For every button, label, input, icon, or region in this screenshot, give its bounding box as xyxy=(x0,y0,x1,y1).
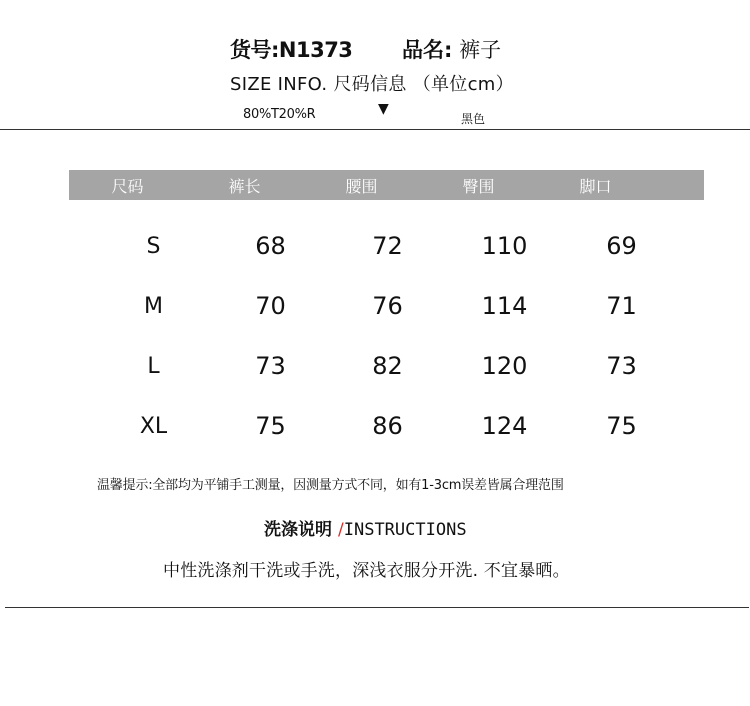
header-cell: 臀围 xyxy=(462,176,495,196)
color-label: 黑色 xyxy=(461,112,486,126)
value-cell: 124 xyxy=(481,412,528,440)
header-cell: 尺码 xyxy=(111,176,144,196)
value-cell: 73 xyxy=(255,352,286,380)
value-cell: 68 xyxy=(255,232,286,260)
value-cell: 75 xyxy=(606,412,637,440)
washing-title-slash: / xyxy=(338,520,344,540)
size-cell: L xyxy=(147,353,160,379)
value-cell: 73 xyxy=(606,352,637,380)
value-cell: 72 xyxy=(372,232,403,260)
value-cell: 114 xyxy=(481,292,528,320)
value-cell: 110 xyxy=(481,232,528,260)
value-cell: 86 xyxy=(372,412,403,440)
washing-title-cn: 洗涤说明 xyxy=(264,520,332,540)
table-row xyxy=(95,286,680,326)
value-cell: 120 xyxy=(481,352,528,380)
header-cell: 腰围 xyxy=(345,176,378,196)
size-info-title: SIZE INFO. 尺码信息 （单位cm） xyxy=(230,74,514,95)
header-cell: 裤长 xyxy=(228,176,261,196)
product-code: 货号:N1373 xyxy=(230,38,353,62)
fabric-composition: 80%T20%R xyxy=(243,107,316,122)
washing-title xyxy=(264,515,467,540)
washing-title-en: INSTRUCTIONS xyxy=(343,520,467,540)
value-cell: 82 xyxy=(372,352,403,380)
measurement-tip: 温馨提示:全部均为平铺手工测量，因测量方式不同，如有1-3cm误差皆属合理范围 xyxy=(97,478,564,493)
size-table-header xyxy=(69,170,704,200)
product-name-value: 裤子 xyxy=(459,38,502,62)
value-cell: 75 xyxy=(255,412,286,440)
size-cell: M xyxy=(144,293,163,319)
size-cell: S xyxy=(146,233,161,259)
size-cell: XL xyxy=(139,413,168,439)
product-name-label: 品名: xyxy=(402,38,453,62)
value-cell: 76 xyxy=(372,292,403,320)
washing-instructions: 中性洗涤剂干洗或手洗，深浅衣服分开洗. 不宜暴晒。 xyxy=(163,561,570,581)
table-row xyxy=(95,346,680,386)
header-cell: 脚口 xyxy=(579,176,612,196)
value-cell: 70 xyxy=(255,292,286,320)
product-name xyxy=(402,34,501,64)
value-cell: 69 xyxy=(606,232,637,260)
divider-bottom xyxy=(5,607,749,608)
divider-top xyxy=(0,129,750,130)
table-row xyxy=(95,406,680,446)
triangle-down-icon: ▼ xyxy=(378,101,389,117)
table-row xyxy=(95,226,680,266)
value-cell: 71 xyxy=(606,292,637,320)
